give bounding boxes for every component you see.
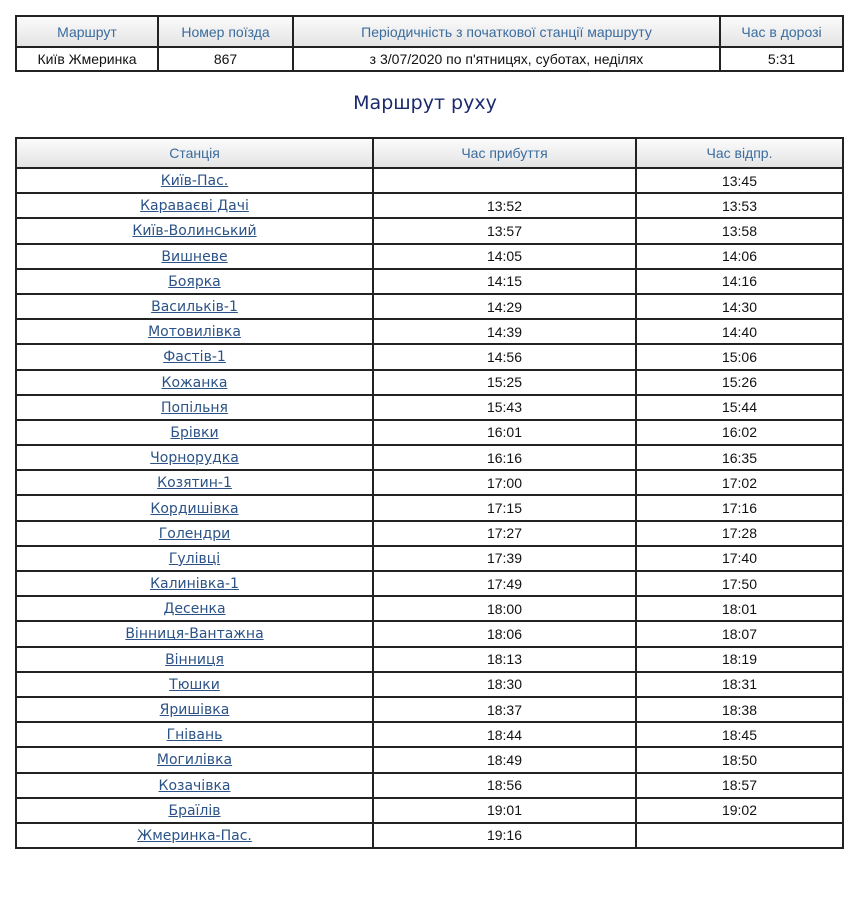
station-link[interactable]: Попільня <box>161 399 228 416</box>
route-header-row <box>16 138 843 168</box>
station-link[interactable]: Київ-Пас. <box>160 173 229 190</box>
route-row <box>16 193 843 218</box>
departure-time: 13:45 <box>636 168 843 193</box>
route-row <box>16 596 843 621</box>
station-link[interactable]: Голендри <box>158 525 231 542</box>
station-cell <box>16 798 373 823</box>
station-cell <box>16 344 373 369</box>
station-link[interactable]: Мотовилівка <box>148 324 241 341</box>
arrival-time: 17:49 <box>373 571 636 596</box>
station-cell <box>16 672 373 697</box>
station-link[interactable]: Козачівка <box>158 777 231 794</box>
route-row <box>16 571 843 596</box>
arrival-time: 15:43 <box>373 395 636 420</box>
departure-time: 14:30 <box>636 294 843 319</box>
departure-time: 18:19 <box>636 647 843 672</box>
arrival-time: 17:27 <box>373 521 636 546</box>
arrival-time: 14:29 <box>373 294 636 319</box>
station-link[interactable]: Київ-Волинський <box>132 223 257 240</box>
station-cell <box>16 445 373 470</box>
route-row <box>16 672 843 697</box>
route-row <box>16 773 843 798</box>
departure-time: 18:07 <box>636 621 843 646</box>
route-row <box>16 823 843 848</box>
route-row <box>16 470 843 495</box>
departure-time: 14:06 <box>636 244 843 269</box>
station-cell <box>16 168 373 193</box>
station-link[interactable]: Калинівка-1 <box>150 576 239 593</box>
route-row <box>16 747 843 772</box>
route-row <box>16 319 843 344</box>
station-cell <box>16 823 373 848</box>
station-link[interactable]: Васильків-1 <box>151 299 238 316</box>
departure-time: 15:06 <box>636 344 843 369</box>
station-link[interactable]: Могилівка <box>156 752 233 769</box>
arrival-time: 18:30 <box>373 672 636 697</box>
station-cell <box>16 521 373 546</box>
route-row <box>16 244 843 269</box>
station-link[interactable]: Жмеринка-Пас. <box>137 827 252 844</box>
station-link[interactable]: Вишневе <box>161 248 228 265</box>
departure-time: 13:58 <box>636 218 843 243</box>
station-link[interactable]: Браїлів <box>168 802 221 819</box>
station-link[interactable]: Гнівань <box>166 727 223 744</box>
header-station: Станція <box>16 138 373 168</box>
arrival-time: 17:15 <box>373 495 636 520</box>
station-link[interactable]: Боярка <box>168 273 221 290</box>
header-arrival: Час прибуття <box>373 138 636 168</box>
station-cell <box>16 697 373 722</box>
departure-time: 17:40 <box>636 546 843 571</box>
route-row <box>16 395 843 420</box>
arrival-time: 18:00 <box>373 596 636 621</box>
departure-time <box>636 823 843 848</box>
station-link[interactable]: Кожанка <box>161 374 228 391</box>
departure-time: 18:01 <box>636 596 843 621</box>
departure-time: 18:31 <box>636 672 843 697</box>
arrival-time: 15:25 <box>373 370 636 395</box>
section-title: Маршрут руху <box>353 92 497 114</box>
station-cell <box>16 218 373 243</box>
station-link[interactable]: Десенка <box>163 601 226 618</box>
periodicity-value: з 3/07/2020 по п'ятницях, суботах, неділях <box>293 47 720 71</box>
departure-time: 16:35 <box>636 445 843 470</box>
station-cell <box>16 244 373 269</box>
route-row <box>16 621 843 646</box>
station-cell <box>16 395 373 420</box>
arrival-time: 13:52 <box>373 193 636 218</box>
arrival-time: 19:01 <box>373 798 636 823</box>
departure-time: 19:02 <box>636 798 843 823</box>
arrival-time: 14:39 <box>373 319 636 344</box>
route-row <box>16 798 843 823</box>
station-cell <box>16 747 373 772</box>
route-row <box>16 420 843 445</box>
arrival-time: 14:56 <box>373 344 636 369</box>
station-cell <box>16 722 373 747</box>
station-link[interactable]: Кордишівка <box>150 500 239 517</box>
departure-time: 13:53 <box>636 193 843 218</box>
arrival-time <box>373 168 636 193</box>
departure-time: 16:02 <box>636 420 843 445</box>
station-cell <box>16 596 373 621</box>
departure-time: 14:16 <box>636 269 843 294</box>
route-row <box>16 647 843 672</box>
departure-time: 14:40 <box>636 319 843 344</box>
route-row <box>16 495 843 520</box>
station-link[interactable]: Тюшки <box>169 676 220 693</box>
route-table <box>15 137 844 849</box>
station-link[interactable]: Чорнорудка <box>150 450 239 467</box>
arrival-time: 17:39 <box>373 546 636 571</box>
departure-time: 18:45 <box>636 722 843 747</box>
route-row <box>16 269 843 294</box>
route-row <box>16 218 843 243</box>
departure-time: 17:16 <box>636 495 843 520</box>
station-link[interactable]: Брівки <box>170 424 219 441</box>
station-cell <box>16 495 373 520</box>
station-cell <box>16 773 373 798</box>
header-route: Маршрут <box>16 16 158 47</box>
station-cell <box>16 193 373 218</box>
station-link[interactable]: Фастів-1 <box>163 349 226 366</box>
train-number-value: 867 <box>158 47 293 71</box>
header-travel-time: Час в дорозі <box>720 16 843 47</box>
train-info-table <box>15 15 844 72</box>
train-info-header-row <box>16 16 843 47</box>
arrival-time: 18:49 <box>373 747 636 772</box>
arrival-time: 18:56 <box>373 773 636 798</box>
arrival-time: 13:57 <box>373 218 636 243</box>
arrival-time: 19:16 <box>373 823 636 848</box>
station-cell <box>16 269 373 294</box>
departure-time: 18:57 <box>636 773 843 798</box>
travel-time-value: 5:31 <box>720 47 843 71</box>
arrival-time: 14:15 <box>373 269 636 294</box>
arrival-time: 16:16 <box>373 445 636 470</box>
route-row <box>16 445 843 470</box>
station-link[interactable]: Козятин-1 <box>157 475 232 492</box>
departure-time: 17:28 <box>636 521 843 546</box>
header-periodicity: Періодичність з початкової станції маршруту <box>293 16 720 47</box>
station-cell <box>16 647 373 672</box>
route-row <box>16 722 843 747</box>
arrival-time: 14:05 <box>373 244 636 269</box>
header-departure: Час відпр. <box>636 138 843 168</box>
arrival-time: 16:01 <box>373 420 636 445</box>
train-info-row <box>16 47 843 71</box>
header-train-number: Номер поїзда <box>158 16 293 47</box>
station-cell <box>16 571 373 596</box>
departure-time: 18:50 <box>636 747 843 772</box>
station-cell <box>16 420 373 445</box>
arrival-time: 18:06 <box>373 621 636 646</box>
station-link[interactable]: Гулівці <box>168 550 221 567</box>
route-row <box>16 697 843 722</box>
station-cell <box>16 370 373 395</box>
station-cell <box>16 294 373 319</box>
arrival-time: 18:44 <box>373 722 636 747</box>
route-row <box>16 168 843 193</box>
station-link[interactable]: Вінниця <box>165 651 224 668</box>
arrival-time: 17:00 <box>373 470 636 495</box>
station-link[interactable]: Вінниця-Вантажна <box>125 626 264 643</box>
route-row <box>16 521 843 546</box>
departure-time: 18:38 <box>636 697 843 722</box>
station-link[interactable]: Караваєві Дачі <box>140 198 249 215</box>
arrival-time: 18:37 <box>373 697 636 722</box>
route-row <box>16 546 843 571</box>
departure-time: 17:50 <box>636 571 843 596</box>
route-row <box>16 344 843 369</box>
station-cell <box>16 546 373 571</box>
route-row <box>16 370 843 395</box>
route-value: Київ Жмеринка <box>16 47 158 71</box>
departure-time: 17:02 <box>636 470 843 495</box>
station-link[interactable]: Яришівка <box>159 702 230 719</box>
station-cell <box>16 621 373 646</box>
departure-time: 15:26 <box>636 370 843 395</box>
station-cell <box>16 470 373 495</box>
route-row <box>16 294 843 319</box>
station-cell <box>16 319 373 344</box>
departure-time: 15:44 <box>636 395 843 420</box>
arrival-time: 18:13 <box>373 647 636 672</box>
